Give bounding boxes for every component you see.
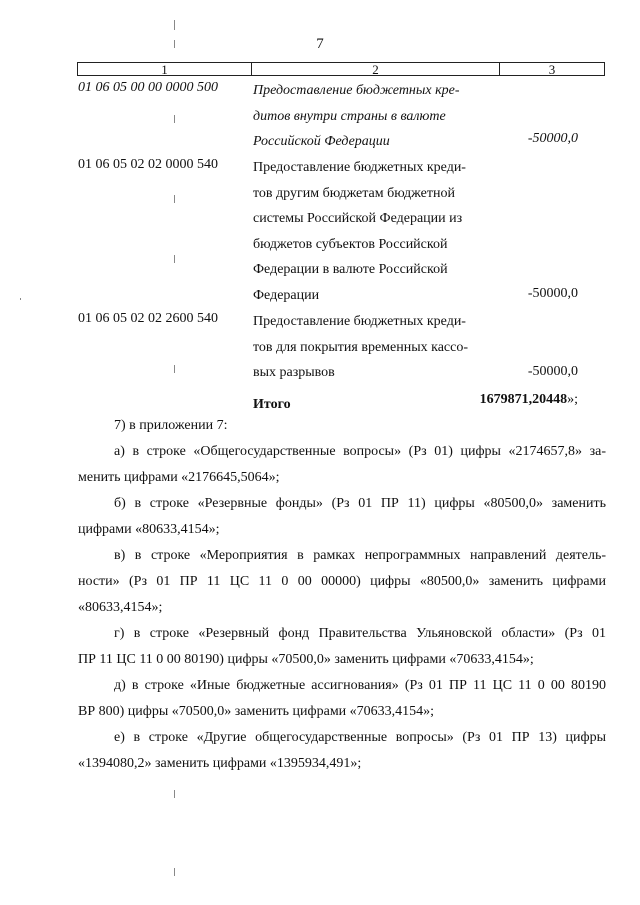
paragraph-d [78, 673, 606, 725]
description-line: Российской Федерации [253, 134, 390, 149]
total-number: 1679871,20448 [479, 392, 568, 407]
description-line: Предоставление бюджетных креди- [253, 160, 466, 175]
description-line: тов для покрытия временных кассо- [253, 339, 469, 355]
description-line: вых разрывов [253, 365, 335, 380]
paragraph-line: а) в строке «Общегосударственные вопросы» (Рз 01) цифры «2174657,8» за- [114, 444, 606, 459]
paragraph-e [78, 725, 606, 777]
table-header-col-2: 2 [252, 63, 500, 75]
paragraph-line: цифрами «80633,4154»; [78, 522, 220, 537]
scan-mark [174, 40, 175, 48]
paragraph-line: г) в строке «Резервный фонд Правительства Ульяновской области» (Рз 01 [114, 626, 606, 641]
budget-description [253, 155, 493, 308]
scan-mark [174, 195, 175, 203]
paragraph-v [78, 543, 606, 621]
paragraph-line: д) в строке «Иные бюджетные ассигнования» (Рз 01 ПР 11 ЦС 11 0 00 80190 [114, 678, 606, 693]
scan-mark [174, 115, 175, 123]
scan-mark [174, 365, 175, 373]
description-line: Федерации в валюте Российской [253, 262, 448, 277]
total-value [480, 392, 578, 408]
budget-code: 01 06 05 02 02 0000 540 [78, 157, 218, 172]
paragraph-line: б) в строке «Резервные фонды» (Рз 01 ПР 11) цифры «80500,0» заменить [114, 496, 606, 511]
budget-value: -50000,0 [527, 364, 578, 379]
paragraph-line: в) в строке «Мероприятия в рамках непрограммных направлений деятель- [114, 548, 606, 563]
description-line: Предоставление бюджетных креди- [253, 314, 466, 329]
paragraph-line: «1394080,2» заменить цифрами «1395934,491»; [78, 756, 362, 771]
paragraph-line: ПР 11 ЦС 11 0 00 80190) цифры «70500,0» заменить цифрами «70633,4154»; [78, 652, 534, 667]
total-label: Итого [253, 397, 291, 412]
description-line: дитов внутри страны в валюте [253, 108, 446, 124]
scan-mark [174, 255, 175, 263]
budget-code: 01 06 05 00 00 0000 500 [78, 80, 218, 95]
budget-description [253, 309, 493, 386]
budget-code: 01 06 05 02 02 2600 540 [78, 311, 218, 326]
paragraph-line: менить цифрами «2176645,5064»; [78, 470, 280, 485]
scan-mark [174, 868, 175, 876]
paragraph-appendix-7 [78, 413, 606, 439]
table-header-col-1: 1 [78, 63, 252, 75]
scan-mark [174, 20, 175, 30]
scan-mark [174, 790, 175, 798]
scan-mark [20, 298, 21, 300]
page-number: 7 [316, 36, 324, 52]
description-line: тов другим бюджетам бюджетной [253, 185, 455, 201]
paragraph-b [78, 491, 606, 543]
paragraph-line: ности» (Рз 01 ПР 11 ЦС 11 0 00 00000) цифры «80500,0» заменить цифрами [78, 574, 606, 589]
paragraph-g [78, 621, 606, 673]
description-line: бюджетов субъектов Российской [253, 236, 448, 252]
total-suffix: »; [567, 392, 578, 407]
paragraph-line: ВР 800) цифры «70500,0» заменить цифрами «70633,4154»; [78, 704, 435, 719]
table-header-col-3: 3 [548, 62, 556, 77]
paragraph-line: «80633,4154»; [78, 600, 163, 615]
paragraph-a [78, 439, 606, 491]
description-line: системы Российской Федерации из [253, 211, 463, 226]
budget-description [253, 78, 493, 155]
description-line: Предоставление бюджетных кре- [253, 83, 460, 98]
budget-value: -50000,0 [527, 286, 578, 301]
budget-value: -50000,0 [527, 131, 578, 146]
table-header [77, 62, 605, 76]
paragraph-line: е) в строке «Другие общегосударственные вопросы» (Рз 01 ПР 13) цифры [114, 730, 606, 745]
paragraph-line: 7) в приложении 7: [114, 418, 228, 433]
description-line: Федерации [253, 287, 320, 303]
